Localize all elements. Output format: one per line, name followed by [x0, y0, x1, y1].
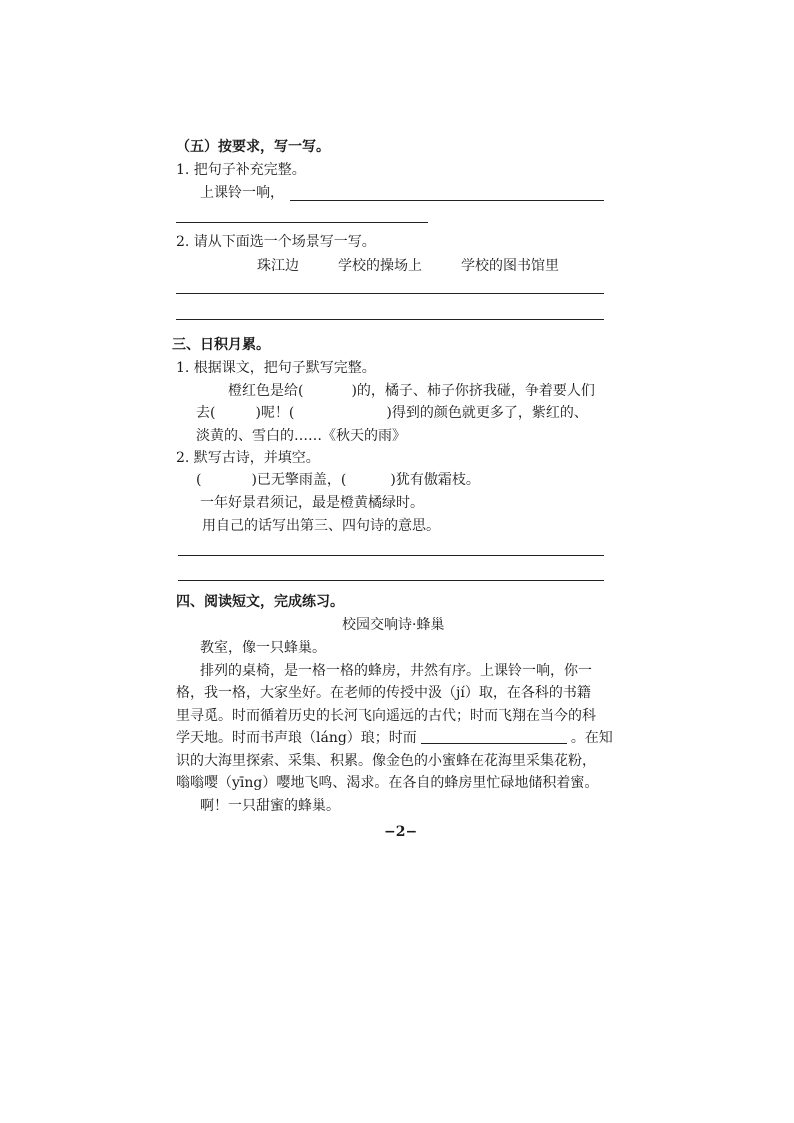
- section5-heading: （五）按要求，写一写。: [176, 139, 330, 155]
- article-line: 里寻觅。时而循着历史的长河飞向遥远的古代；时而飞翔在当今的科: [176, 708, 596, 724]
- section3-q2-label: 2. 默写古诗，并填空。: [176, 450, 320, 466]
- article-paragraph: 教室，像一只蜂巢。: [200, 640, 326, 656]
- answer-line[interactable]: [178, 580, 604, 581]
- scene-option: 珠江边: [257, 258, 299, 274]
- fill-line: 橙红色是给( )的，橘子、柿子你挤我碰，争着要人们: [228, 383, 595, 399]
- page-number: −2−: [384, 824, 418, 840]
- poem-line: ( )已无擎雨盖，( )犹有傲霜枝。: [196, 472, 480, 488]
- section5-q2-label: 2. 请从下面选一个场景写一写。: [176, 234, 376, 250]
- article-title: 校园交响诗·蜂巢: [342, 617, 445, 633]
- section4-heading: 四、阅读短文，完成练习。: [176, 594, 344, 610]
- article-line: 排列的桌椅，是一格一格的蜂房，井然有序。上课铃一响，你一: [200, 663, 592, 679]
- answer-line[interactable]: [176, 293, 604, 294]
- article-line: 格，我一格，大家坐好。在老师的传授中汲（jí）取，在各科的书籍: [176, 685, 591, 701]
- article-line: 嗡嗡嘤（yīng）嘤地飞鸣、渴求。在各自的蜂房里忙碌地储积着蜜。: [176, 775, 599, 791]
- article-line: 识的大海里探索、采集、积累。像金色的小蜜蜂在花海里采集花粉，: [176, 753, 596, 769]
- poem-prompt: 用自己的话写出第三、四句诗的意思。: [202, 518, 440, 534]
- section3-heading: 三、日积月累。: [172, 337, 270, 353]
- section3-q1-label: 1. 根据课文，把句子默写完整。: [176, 360, 376, 376]
- answer-line[interactable]: [178, 555, 604, 556]
- answer-line[interactable]: [290, 200, 604, 201]
- fill-line: 淡黄的、雪白的……《秋天的雨》: [196, 428, 406, 444]
- article-line: 学天地。时而书声琅（láng）琅；时而 。在知: [176, 730, 613, 746]
- section5-q1-prompt: 上课铃一响，: [200, 185, 284, 201]
- fill-line: 去( )呢！( )得到的颜色就更多了，紫红的、: [196, 405, 588, 421]
- article-paragraph: 啊！一只甜蜜的蜂巢。: [200, 798, 340, 814]
- poem-line: 一年好景君须记，最是橙黄橘绿时。: [200, 495, 424, 511]
- answer-line[interactable]: [176, 222, 428, 223]
- scene-option: 学校的图书馆里: [461, 258, 559, 274]
- section5-q1-label: 1. 把句子补充完整。: [176, 162, 306, 178]
- answer-line[interactable]: [176, 319, 604, 320]
- blank[interactable]: [421, 729, 567, 744]
- scene-option: 学校的操场上: [338, 258, 422, 274]
